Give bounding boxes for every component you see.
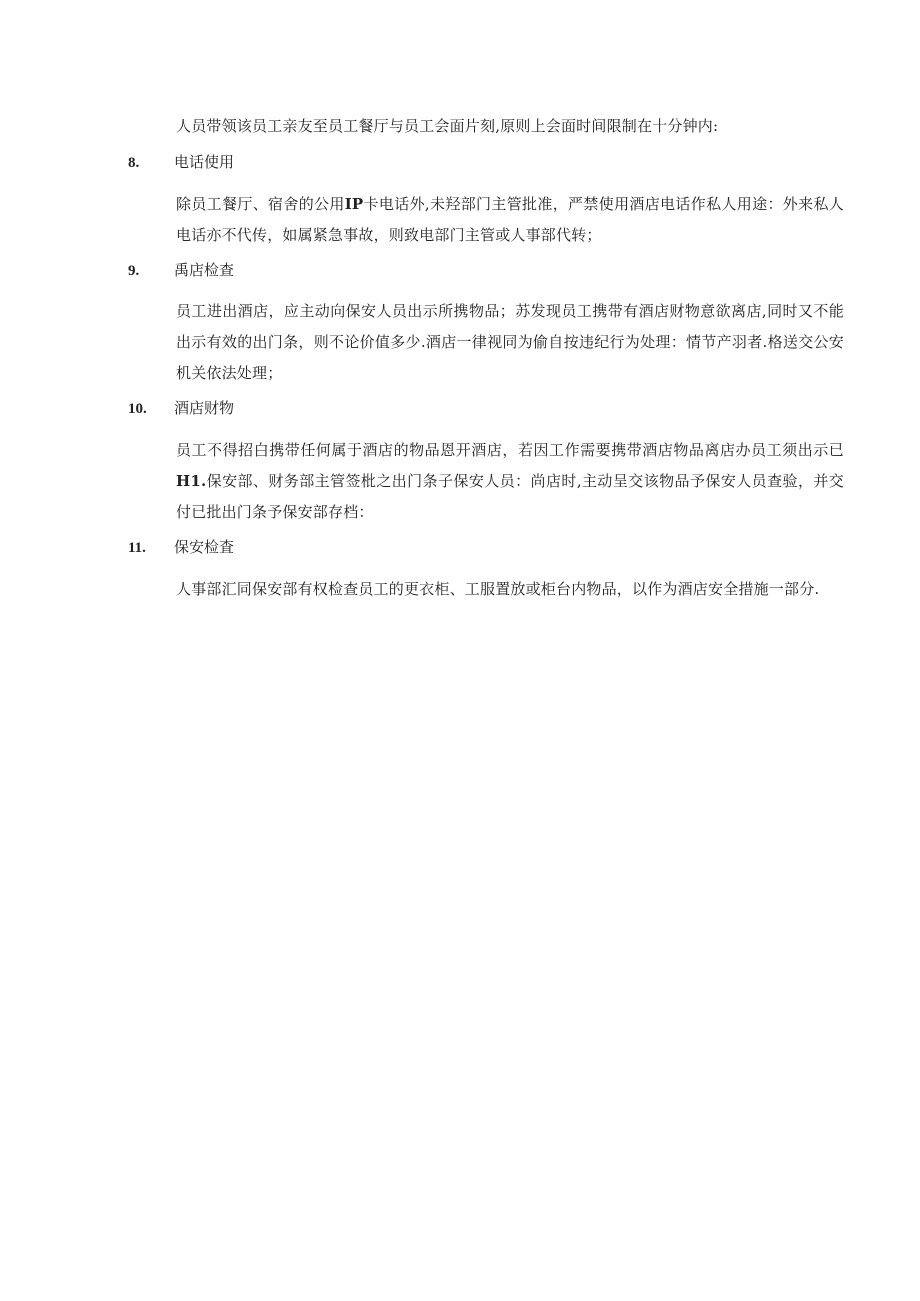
section-heading-8 bbox=[128, 151, 234, 174]
body-text: 除员工餐厅、宿舍的公用 bbox=[176, 195, 345, 213]
section-heading-11 bbox=[128, 536, 234, 559]
intro-paragraph: 人员带领该员工亲友至员工餐厅与员工会面片刻,原则上会面时间限制在十分钟内: bbox=[176, 117, 719, 135]
section-heading-10 bbox=[128, 397, 234, 420]
section-body-9: 员工进出酒店，应主动向保安人员出示所携物品；苏发现员工携带有酒店财物意欲离店,同时又不能出示有效的出门条，则不论价值多少.酒店一律视同为偷自按违纪行为处理：情节产羽者.格送交公安机关依法处理； bbox=[176, 302, 844, 382]
section-title: 禹店检查 bbox=[174, 261, 235, 279]
body-text: 卡电话外,未羟部门主管批准，严禁使用酒店电话作私人用途：外来私人电话亦不代传，如属紧急事故，则致电部门主管或人事部代转； bbox=[176, 195, 845, 244]
section-number: 9. bbox=[128, 263, 140, 279]
section-title: 保安检査 bbox=[174, 538, 235, 556]
section-title: 酒店财物 bbox=[174, 399, 235, 417]
section-body-8 bbox=[176, 189, 844, 251]
body-bold-text: H1. bbox=[176, 472, 207, 490]
body-text: 员工不得招白携带任何属于酒店的物品恩开酒店，若因工作需要携带酒店物品离店办员工须出示已 bbox=[176, 441, 844, 459]
section-body-11: 人事部汇同保安部有权检查员工的更衣柜、工服置放或柜台内物品，以作为酒店安全措施一部分. bbox=[176, 580, 820, 598]
section-number: 10. bbox=[128, 401, 147, 417]
section-number: 11. bbox=[128, 540, 146, 556]
body-text: 保安部、财务部主管签枇之出门条子保安人员：尚店时,主动呈交该物品予保安人员查验，并交付已批出门条予保安部存档： bbox=[176, 472, 844, 521]
section-title: 电话使用 bbox=[174, 153, 235, 171]
section-number: 8. bbox=[128, 155, 140, 171]
body-bold-text: IP bbox=[344, 195, 364, 213]
section-body-10 bbox=[176, 435, 844, 528]
section-heading-9 bbox=[128, 259, 234, 282]
